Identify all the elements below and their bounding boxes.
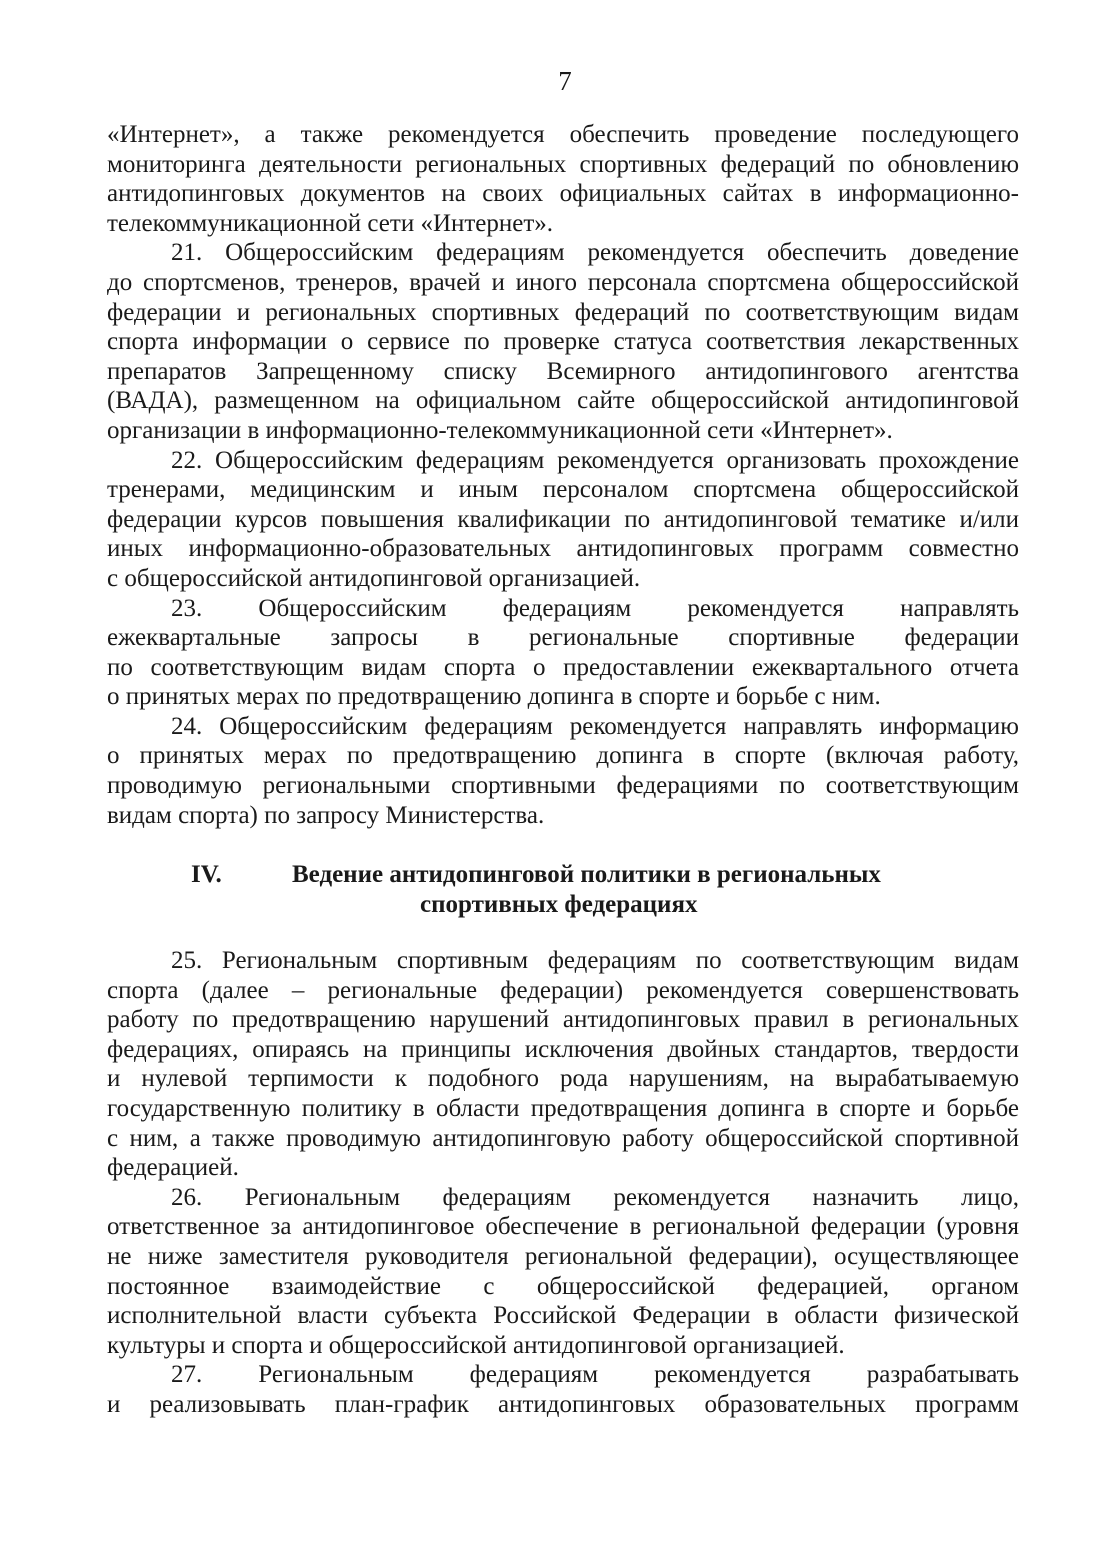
text-line: с общероссийской антидопинговой организацией. bbox=[107, 564, 641, 592]
body-text-lower bbox=[107, 946, 1019, 1420]
text-line: 25. Региональным спортивным федерациям по соответствующим видам bbox=[171, 947, 1019, 974]
text-line: ответственное за антидопинговое обеспечение в региональной федерации (уровня bbox=[107, 1213, 1019, 1241]
text-line: 27. Региональным федерациям рекомендуется разрабатывать bbox=[171, 1361, 1019, 1389]
paragraph-24 bbox=[107, 712, 1019, 830]
paragraph-continuation bbox=[107, 120, 1019, 238]
text-line: и реализовывать план-график антидопинговых образовательных программ bbox=[107, 1390, 1019, 1418]
text-line: ежеквартальные запросы в региональные спортивные федерации bbox=[107, 624, 1019, 652]
text-line: федерацией. bbox=[107, 1154, 239, 1182]
text-line: антидопинговых документов на своих официальных сайтах в информационно- bbox=[107, 180, 1019, 208]
section-title-line-2: спортивных федерациях bbox=[420, 890, 698, 918]
text-line: с ним, а также проводимую антидопинговую работу общероссийской спортивной bbox=[107, 1124, 1019, 1152]
text-line: исполнительной власти субъекта Российской Федерации в области физической bbox=[107, 1302, 1019, 1330]
text-line: 24. Общероссийским федерациям рекомендуется направлять информацию bbox=[171, 712, 1019, 740]
text-line: постоянное взаимодействие с общероссийской федерацией, органом bbox=[107, 1272, 1019, 1300]
text-line: 22. Общероссийским федерациям рекомендуется организовать прохождение bbox=[171, 446, 1019, 474]
text-line: «Интернет», а также рекомендуется обеспечить проведение последующего bbox=[107, 121, 1019, 148]
text-line: видам спорта) по запросу Министерства. bbox=[107, 801, 545, 829]
text-line: спорта (далее – региональные федерации) рекомендуется совершенствовать bbox=[107, 976, 1019, 1004]
text-line: не ниже заместителя руководителя региональной федерации), осуществляющее bbox=[107, 1242, 1019, 1270]
text-line: по соответствующим видам спорта о предоставлении ежеквартального отчета bbox=[107, 653, 1019, 681]
paragraph-21 bbox=[107, 238, 1019, 445]
text-line: о принятых мерах по предотвращению допинга в спорте (включая работу, bbox=[107, 742, 1019, 770]
text-line: и нулевой терпимости к подобного рода нарушениям, на вырабатываемую bbox=[107, 1065, 1019, 1093]
text-line: 26. Региональным федерациям рекомендуется назначить лицо, bbox=[171, 1183, 1019, 1211]
paragraph-22 bbox=[107, 446, 1019, 594]
text-line: работу по предотвращению нарушений антидопинговых правил в региональных bbox=[107, 1006, 1019, 1034]
section-number: IV. bbox=[191, 861, 222, 888]
text-line: организации в информационно-телекоммуникационной сети «Интернет». bbox=[107, 416, 893, 444]
text-line: 21. Общероссийским федерациям рекомендуется обеспечить доведение bbox=[171, 239, 1019, 267]
text-line: федерациях, опираясь на принципы исключения двойных стандартов, твердости bbox=[107, 1035, 1019, 1063]
text-line: 23. Общероссийским федерациям рекомендуется направлять bbox=[171, 594, 1019, 622]
text-line: иных информационно-образовательных антидопинговых программ совместно bbox=[107, 535, 1019, 563]
text-line: препаратов Запрещенному списку Всемирного антидопингового агентства bbox=[107, 357, 1019, 385]
text-line: культуры и спорта и общероссийской антидопинговой организацией. bbox=[107, 1331, 845, 1359]
text-line: (ВАДА), размещенном на официальном сайте общероссийской антидопинговой bbox=[107, 387, 1019, 415]
page-number: 7 bbox=[558, 66, 572, 96]
text-line: о принятых мерах по предотвращению допинга в спорте и борьбе с ним. bbox=[107, 683, 881, 711]
text-line: мониторинга деятельности региональных спортивных федераций по обновлению bbox=[107, 150, 1019, 178]
paragraph-26 bbox=[107, 1183, 1019, 1361]
text-line: тренерами, медицинским и иным персоналом спортсмена общероссийской bbox=[107, 476, 1019, 504]
text-line: до спортсменов, тренеров, врачей и иного персонала спортсмена общероссийской bbox=[107, 268, 1019, 296]
paragraph-23 bbox=[107, 594, 1019, 712]
text-line: федерации и региональных спортивных федераций по соответствующим видам bbox=[107, 298, 1019, 326]
text-line: государственную политику в области предотвращения допинга в спорте и борьбе bbox=[107, 1094, 1019, 1122]
text-line: телекоммуникационной сети «Интернет». bbox=[107, 209, 554, 237]
text-line: спорта информации о сервисе по проверке статуса соответствия лекарственных bbox=[107, 328, 1019, 356]
text-line: федерации курсов повышения квалификации по антидопинговой тематике и/или bbox=[107, 505, 1019, 533]
section-title-line-1: Ведение антидопинговой политики в региональных bbox=[292, 861, 881, 888]
body-text-upper bbox=[107, 120, 1019, 830]
paragraph-25 bbox=[107, 946, 1019, 1183]
paragraph-27 bbox=[107, 1360, 1019, 1419]
text-line: проводимую региональными спортивными федерациями по соответствующим bbox=[107, 772, 1019, 800]
